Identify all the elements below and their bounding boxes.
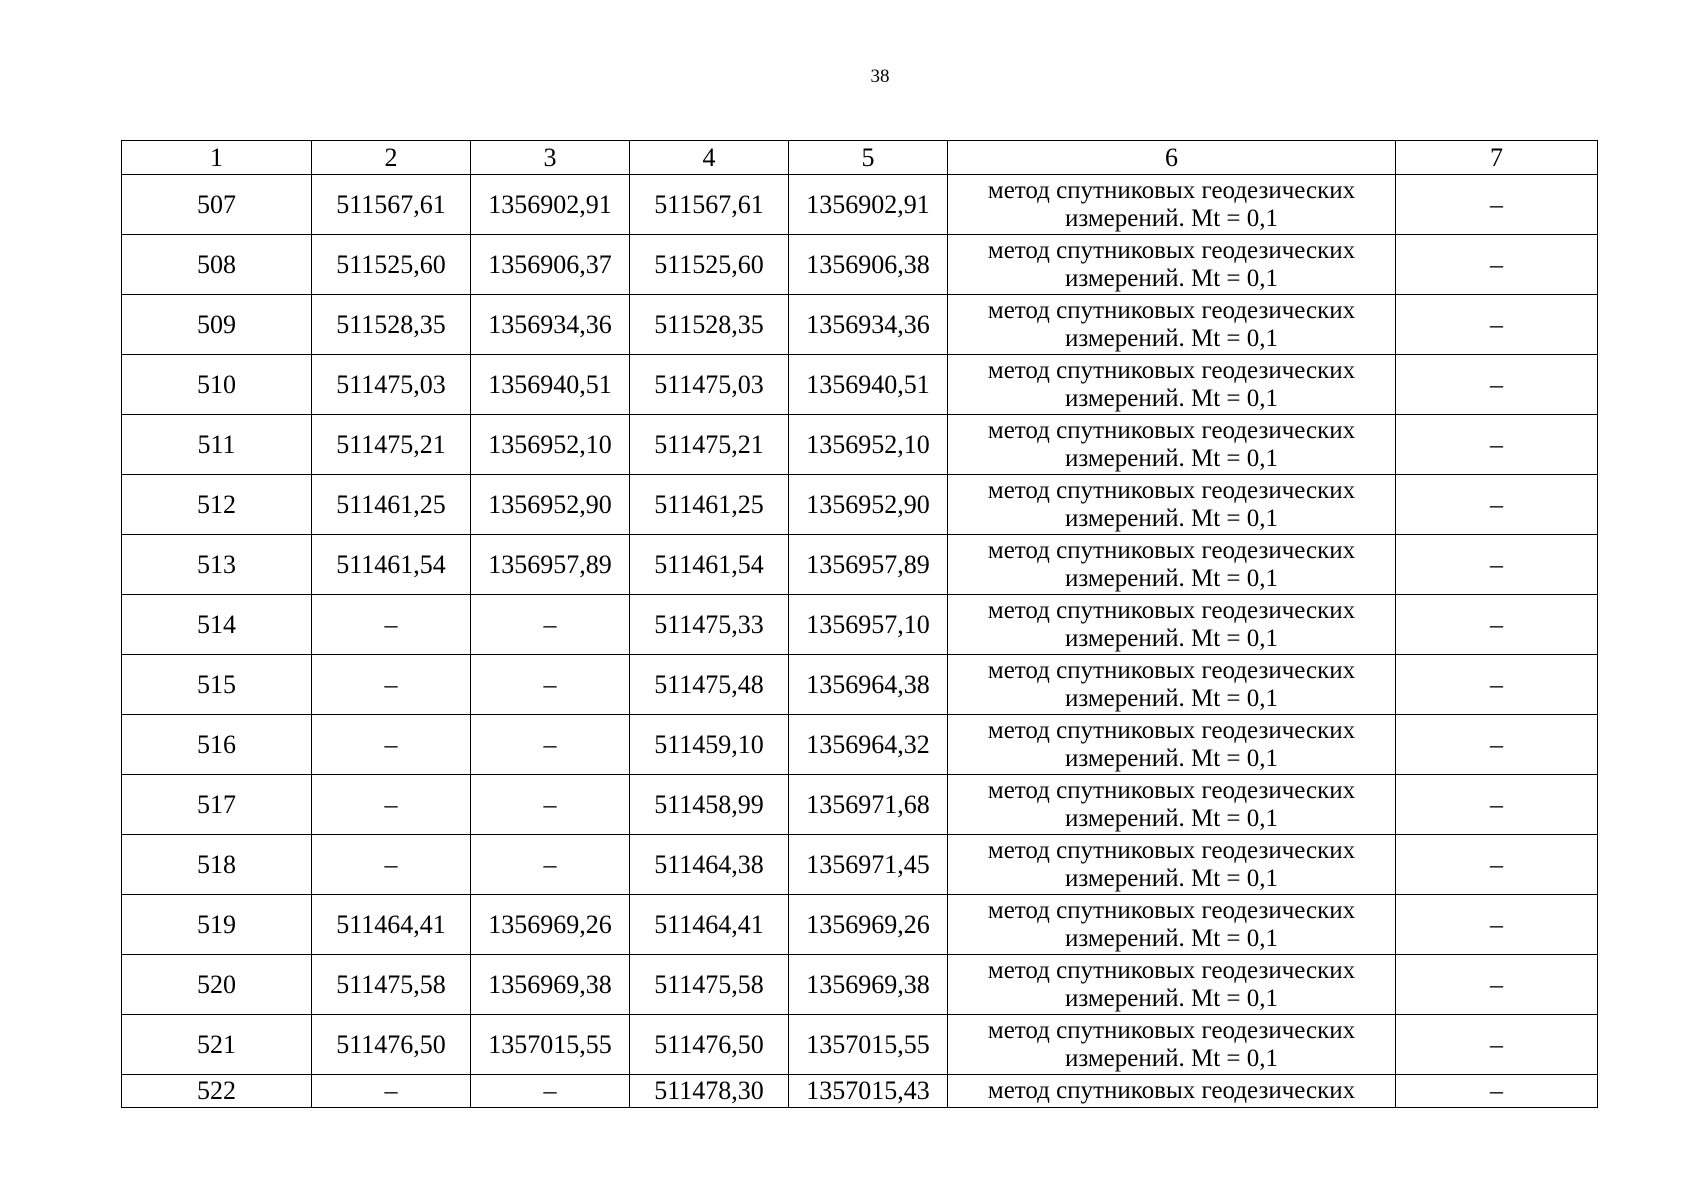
method-line-2: измерений. Mt = 0,1: [1064, 804, 1279, 832]
y-old-cell: 1356940,51: [471, 355, 630, 415]
x-old-cell: 511525,60: [312, 235, 471, 295]
method-line-1: метод спутниковых геодезических: [987, 716, 1356, 744]
x-new-cell: 511458,99: [630, 775, 789, 835]
method-cell: [948, 775, 1396, 835]
method-cell: [948, 235, 1396, 295]
y-old-cell: 1356969,26: [471, 895, 630, 955]
method-line-1: метод спутниковых геодезических: [987, 356, 1356, 384]
method-line-2: измерений. Mt = 0,1: [1064, 924, 1279, 952]
point-number-cell: 515: [122, 655, 312, 715]
method-line-1: метод спутниковых геодезических: [987, 1016, 1356, 1044]
x-old-cell: –: [312, 1075, 471, 1108]
note-cell: –: [1396, 655, 1598, 715]
x-new-cell: 511528,35: [630, 295, 789, 355]
y-old-cell: 1356952,90: [471, 475, 630, 535]
method-cell: [948, 535, 1396, 595]
method-line-2: измерений. Mt = 0,1: [1064, 1044, 1279, 1072]
header-cell-6: 6: [948, 141, 1396, 175]
point-number-cell: 514: [122, 595, 312, 655]
x-old-cell: –: [312, 595, 471, 655]
method-line-1: метод спутниковых геодезических: [987, 416, 1356, 444]
y-old-cell: 1356957,89: [471, 535, 630, 595]
header-cell-3: 3: [471, 141, 630, 175]
y-new-cell: 1356952,10: [789, 415, 948, 475]
method-line-2: измерений. Mt = 0,1: [1064, 864, 1279, 892]
method-line-1: метод спутниковых геодезических: [987, 956, 1356, 984]
method-line-2: измерений. Mt = 0,1: [1064, 744, 1279, 772]
y-old-cell: 1356969,38: [471, 955, 630, 1015]
table-row: [122, 1075, 1598, 1108]
point-number-cell: 522: [122, 1075, 312, 1108]
note-cell: –: [1396, 295, 1598, 355]
table-row: [122, 895, 1598, 955]
table-row: [122, 1015, 1598, 1075]
table-row: [122, 955, 1598, 1015]
table-row: [122, 295, 1598, 355]
method-cell: [948, 1075, 1396, 1108]
method-cell: [948, 655, 1396, 715]
method-line-2: измерений. Mt = 0,1: [1064, 444, 1279, 472]
point-number-cell: 511: [122, 415, 312, 475]
table-row: [122, 175, 1598, 235]
method-line-2: измерений. Mt = 0,1: [1064, 684, 1279, 712]
note-cell: –: [1396, 355, 1598, 415]
method-line-2: измерений. Mt = 0,1: [1064, 984, 1279, 1012]
note-cell: –: [1396, 475, 1598, 535]
y-old-cell: 1356952,10: [471, 415, 630, 475]
method-cell: [948, 475, 1396, 535]
method-cell: [948, 835, 1396, 895]
point-number-cell: 509: [122, 295, 312, 355]
table-row: [122, 475, 1598, 535]
x-new-cell: 511475,33: [630, 595, 789, 655]
note-cell: –: [1396, 535, 1598, 595]
method-line-2: измерений. Mt = 0,1: [1064, 564, 1279, 592]
note-cell: –: [1396, 775, 1598, 835]
x-new-cell: 511525,60: [630, 235, 789, 295]
method-cell: [948, 715, 1396, 775]
x-new-cell: 511567,61: [630, 175, 789, 235]
x-new-cell: 511478,30: [630, 1075, 789, 1108]
x-old-cell: –: [312, 655, 471, 715]
x-new-cell: 511461,25: [630, 475, 789, 535]
y-old-cell: –: [471, 595, 630, 655]
note-cell: –: [1396, 955, 1598, 1015]
table-row: [122, 715, 1598, 775]
y-new-cell: 1357015,43: [789, 1075, 948, 1108]
y-new-cell: 1356906,38: [789, 235, 948, 295]
header-cell-4: 4: [630, 141, 789, 175]
method-line-1: метод спутниковых геодезических: [987, 1077, 1356, 1104]
note-cell: –: [1396, 235, 1598, 295]
y-old-cell: –: [471, 715, 630, 775]
table-row: [122, 415, 1598, 475]
x-old-cell: 511528,35: [312, 295, 471, 355]
method-cell: [948, 595, 1396, 655]
note-cell: –: [1396, 1015, 1598, 1075]
note-cell: –: [1396, 1075, 1598, 1108]
x-new-cell: 511461,54: [630, 535, 789, 595]
method-line-1: метод спутниковых геодезических: [987, 476, 1356, 504]
y-old-cell: –: [471, 775, 630, 835]
point-number-cell: 519: [122, 895, 312, 955]
y-new-cell: 1356971,45: [789, 835, 948, 895]
table-row: [122, 235, 1598, 295]
y-new-cell: 1356952,90: [789, 475, 948, 535]
x-old-cell: 511461,54: [312, 535, 471, 595]
method-cell: [948, 895, 1396, 955]
method-line-1: метод спутниковых геодезических: [987, 296, 1356, 324]
header-cell-7: 7: [1396, 141, 1598, 175]
coordinates-table: [121, 140, 1598, 1108]
y-old-cell: –: [471, 835, 630, 895]
y-new-cell: 1356964,32: [789, 715, 948, 775]
method-line-1: метод спутниковых геодезических: [987, 836, 1356, 864]
x-old-cell: 511475,58: [312, 955, 471, 1015]
table-row: [122, 835, 1598, 895]
x-old-cell: –: [312, 775, 471, 835]
y-new-cell: 1356957,10: [789, 595, 948, 655]
y-old-cell: 1356902,91: [471, 175, 630, 235]
method-cell: [948, 415, 1396, 475]
table-row: [122, 355, 1598, 415]
method-line-2: измерений. Mt = 0,1: [1064, 264, 1279, 292]
method-cell: [948, 355, 1396, 415]
y-new-cell: 1356969,38: [789, 955, 948, 1015]
x-old-cell: 511475,21: [312, 415, 471, 475]
table-row: [122, 595, 1598, 655]
method-line-2: измерений. Mt = 0,1: [1064, 384, 1279, 412]
method-line-1: метод спутниковых геодезических: [987, 896, 1356, 924]
method-line-1: метод спутниковых геодезических: [987, 596, 1356, 624]
method-line-1: метод спутниковых геодезических: [987, 656, 1356, 684]
method-cell: [948, 295, 1396, 355]
x-new-cell: 511464,38: [630, 835, 789, 895]
method-line-1: метод спутниковых геодезических: [987, 536, 1356, 564]
x-old-cell: 511464,41: [312, 895, 471, 955]
y-old-cell: 1356906,37: [471, 235, 630, 295]
x-new-cell: 511476,50: [630, 1015, 789, 1075]
point-number-cell: 516: [122, 715, 312, 775]
x-new-cell: 511475,48: [630, 655, 789, 715]
point-number-cell: 513: [122, 535, 312, 595]
x-old-cell: 511475,03: [312, 355, 471, 415]
point-number-cell: 518: [122, 835, 312, 895]
table-row: [122, 535, 1598, 595]
method-line-2: измерений. Mt = 0,1: [1064, 204, 1279, 232]
point-number-cell: 517: [122, 775, 312, 835]
x-new-cell: 511475,58: [630, 955, 789, 1015]
method-line-2: измерений. Mt = 0,1: [1064, 624, 1279, 652]
x-old-cell: 511476,50: [312, 1015, 471, 1075]
point-number-cell: 521: [122, 1015, 312, 1075]
y-new-cell: 1356902,91: [789, 175, 948, 235]
method-line-1: метод спутниковых геодезических: [987, 176, 1356, 204]
table-row: [122, 775, 1598, 835]
method-line-2: измерений. Mt = 0,1: [1064, 504, 1279, 532]
y-new-cell: 1356940,51: [789, 355, 948, 415]
method-line-1: метод спутниковых геодезических: [987, 236, 1356, 264]
x-new-cell: 511459,10: [630, 715, 789, 775]
point-number-cell: 510: [122, 355, 312, 415]
x-old-cell: –: [312, 835, 471, 895]
y-new-cell: 1356971,68: [789, 775, 948, 835]
y-new-cell: 1356957,89: [789, 535, 948, 595]
y-old-cell: 1356934,36: [471, 295, 630, 355]
method-line-1: метод спутниковых геодезических: [987, 776, 1356, 804]
x-new-cell: 511475,21: [630, 415, 789, 475]
y-old-cell: 1357015,55: [471, 1015, 630, 1075]
header-cell-5: 5: [789, 141, 948, 175]
method-cell: [948, 1015, 1396, 1075]
x-old-cell: 511461,25: [312, 475, 471, 535]
x-old-cell: –: [312, 715, 471, 775]
point-number-cell: 507: [122, 175, 312, 235]
note-cell: –: [1396, 835, 1598, 895]
method-cell: [948, 955, 1396, 1015]
page-number: 38: [870, 66, 890, 87]
y-new-cell: 1356969,26: [789, 895, 948, 955]
method-line-2: измерений. Mt = 0,1: [1064, 324, 1279, 352]
y-new-cell: 1357015,55: [789, 1015, 948, 1075]
table-header-row: [122, 141, 1598, 175]
y-old-cell: –: [471, 1075, 630, 1108]
y-old-cell: –: [471, 655, 630, 715]
table-row: [122, 655, 1598, 715]
note-cell: –: [1396, 175, 1598, 235]
note-cell: –: [1396, 595, 1598, 655]
header-cell-2: 2: [312, 141, 471, 175]
note-cell: –: [1396, 715, 1598, 775]
point-number-cell: 520: [122, 955, 312, 1015]
y-new-cell: 1356934,36: [789, 295, 948, 355]
point-number-cell: 512: [122, 475, 312, 535]
y-new-cell: 1356964,38: [789, 655, 948, 715]
x-new-cell: 511464,41: [630, 895, 789, 955]
point-number-cell: 508: [122, 235, 312, 295]
x-new-cell: 511475,03: [630, 355, 789, 415]
x-old-cell: 511567,61: [312, 175, 471, 235]
header-cell-1: 1: [122, 141, 312, 175]
note-cell: –: [1396, 415, 1598, 475]
note-cell: –: [1396, 895, 1598, 955]
method-cell: [948, 175, 1396, 235]
